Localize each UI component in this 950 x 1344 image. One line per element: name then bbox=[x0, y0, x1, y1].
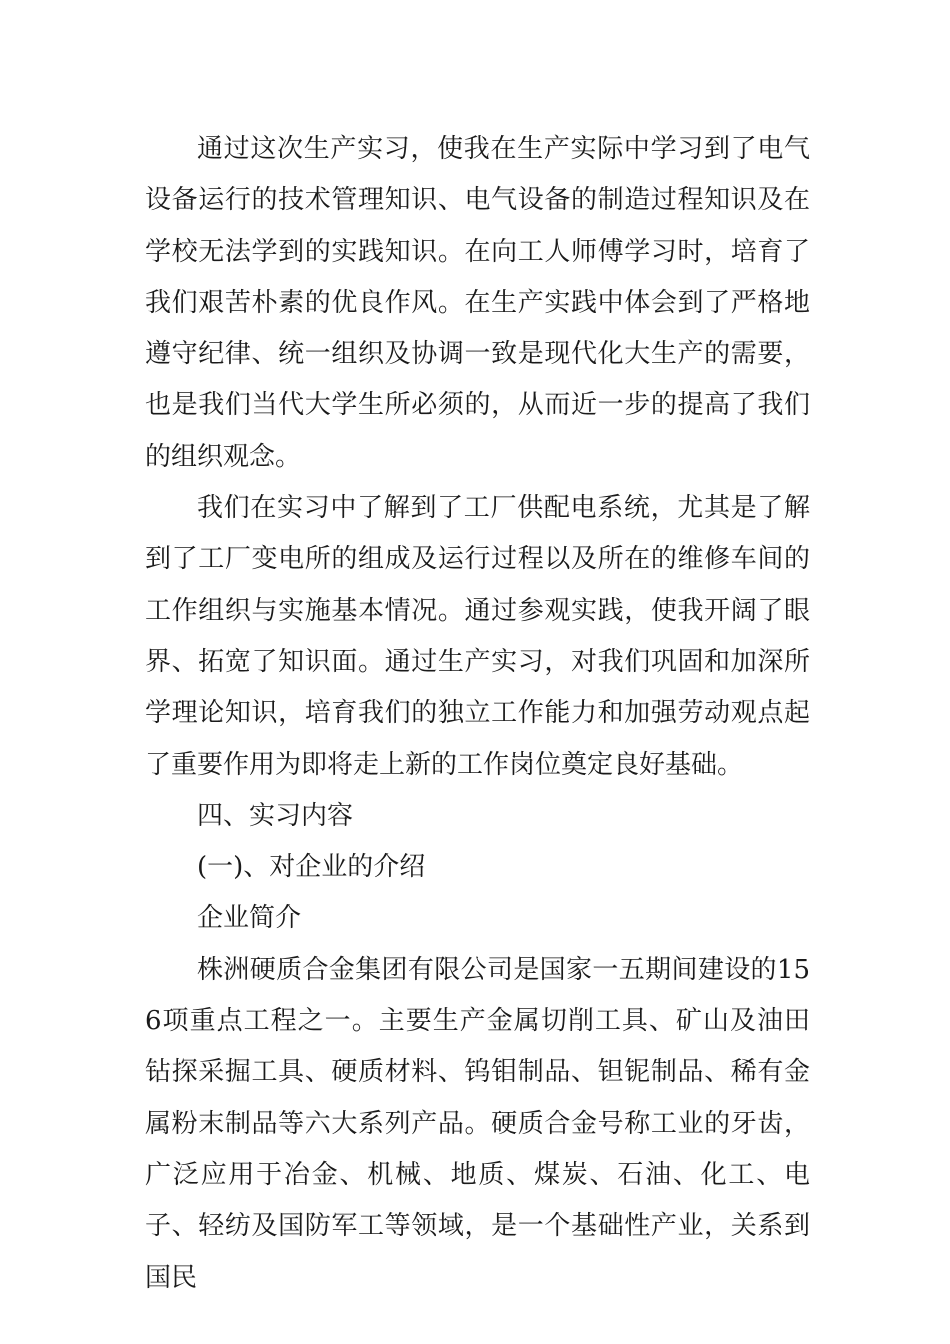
paragraph-internship-summary: 通过这次生产实习，使我在生产实际中学习到了电气设备运行的技术管理知识、电气设备的制造过程知识及在学校无法学到的实践知识。在向工人师傅学习时，培育了我们艰苦朴素的优良作风。在生产实践中体会到了严格地遵守纪律、统一组织及协调一致是现代化大生产的需要，也是我们当代大学生所必须的，从而近一步的提高了我们的组织观念。 bbox=[145, 134, 810, 472]
paragraph-company-profile: 株洲硬质合金集团有限公司是国家一五期间建设的156项重点工程之一。主要生产金属切削工具、矿山及油田钻探采掘工具、硬质材料、钨钼制品、钽铌制品、稀有金属粉末制品等六大系列产品。硬质合金号称工业的牙齿，广泛应用于冶金、机械、地质、煤炭、石油、化工、电子、轻纺及国防军工等领域，是一个基础性产业，关系到国民 bbox=[145, 954, 810, 1293]
paragraph-power-system: 我们在实习中了解到了工厂供配电系统，尤其是了解到了工厂变电所的组成及运行过程以及所在的维修车间的工作组织与实施基本情况。通过参观实践，使我开阔了眼界、拓宽了知识面。通过生产实习，对我们巩固和加深所学理论知识，培育我们的独立工作能力和加强劳动观点起了重要作用为即将走上新的工作岗位奠定良好基础。 bbox=[145, 493, 810, 780]
document-page bbox=[145, 124, 810, 1304]
subheading-company-profile: 企业简介 bbox=[197, 903, 302, 934]
section-heading-internship-content: 四、实习内容 bbox=[197, 800, 354, 831]
subsection-heading-company-intro: (一)、对企业的介绍 bbox=[197, 852, 426, 883]
